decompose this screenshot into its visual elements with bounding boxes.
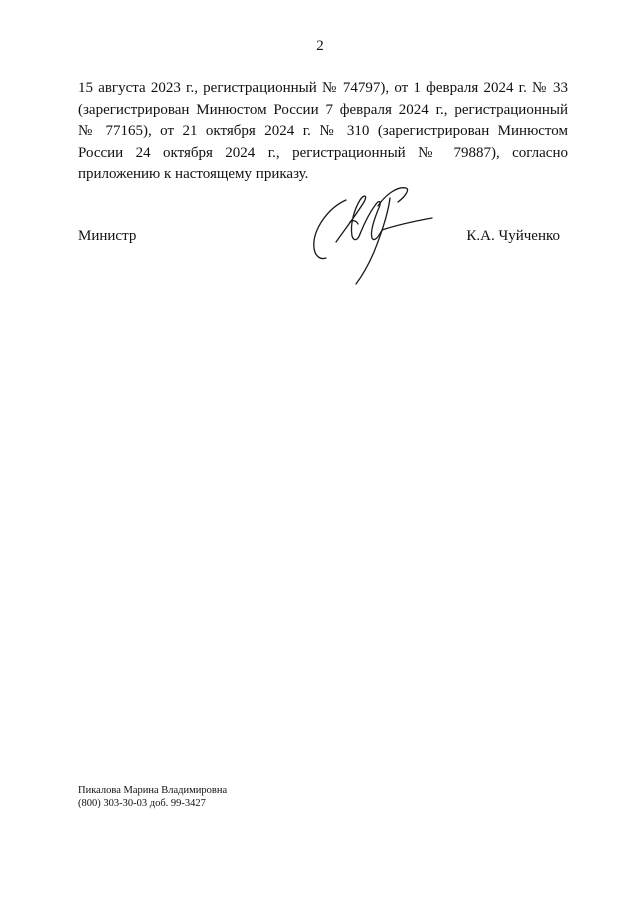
handwritten-signature [306, 180, 436, 290]
page-number: 2 [316, 38, 324, 54]
body-line: России 24 октября 2024 г., регистрационный № 79887), согласно [78, 144, 568, 161]
executor-phone: (800) 303-30-03 доб. 99-3427 [78, 798, 206, 809]
body-paragraph [78, 78, 568, 186]
signatory-role: Министр [78, 228, 137, 244]
signature-block [78, 228, 568, 308]
executor-info [78, 784, 227, 810]
signatory-name: К.А. Чуйченко [466, 228, 560, 244]
executor-name: Пикалова Марина Владимировна [78, 785, 228, 796]
body-line: (зарегистрирован Минюстом России 7 февраля 2024 г., регистрационный [78, 101, 568, 118]
body-line: приложению к настоящему приказу. [78, 166, 309, 182]
body-line: № 77165), от 21 октября 2024 г. № 310 (зарегистрирован Минюстом [78, 123, 568, 139]
body-line: 15 августа 2023 г., регистрационный № 74797), от 1 февраля 2024 г. № 33 [78, 80, 568, 96]
